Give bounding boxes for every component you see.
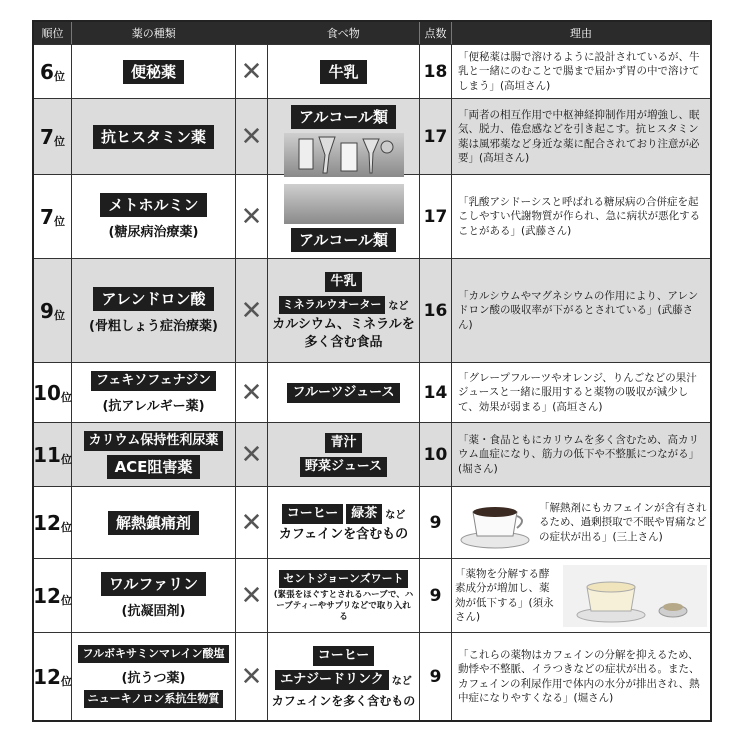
- food-description: カフェインを含むもの: [278, 526, 409, 542]
- drug-label: ACE阻害薬: [107, 455, 201, 479]
- rank-cell: 6 位: [34, 45, 72, 98]
- table-header: [34, 22, 710, 44]
- food-description: カルシウム、ミネラルを多く含む食品: [272, 316, 415, 350]
- rank-cell: 7 位: [34, 99, 72, 174]
- drug-label: メトホルミン: [100, 193, 206, 217]
- cross-icon: ✕: [240, 661, 263, 692]
- cross-icon: ✕: [240, 56, 263, 87]
- tea-cup-photo: [563, 565, 707, 627]
- cross-icon: ✕: [240, 201, 263, 232]
- drug-sublabel: (骨粗しょう症治療薬): [89, 319, 218, 334]
- header-reason: 理由: [570, 27, 592, 40]
- cross-icon: ✕: [240, 295, 263, 326]
- reason-cell: 「両者の相互作用で中枢神経抑制作用が増強し、眠気、脱力、倦怠感などを引き起こす。抗ヒスタミン薬は風邪薬など身近な薬に配合されており注意が必要」(高垣さん): [458, 108, 700, 164]
- food-label: セントジョーンズワート: [279, 570, 407, 588]
- rank-cell: 9 位: [34, 259, 72, 362]
- table-row: 12 位 解熱鎮痛剤 ✕ コーヒー 緑茶 など カフェインを含むもの 9 「解熱剤にもカフェインが含有されるため、過剰摂取で不眠や胃痛などの症状が出る」(三上さん): [34, 486, 710, 558]
- table-row: [34, 362, 710, 422]
- food-label: フルーツジュース: [287, 383, 399, 403]
- table-row: [34, 558, 710, 632]
- glasses-photo: [284, 133, 404, 177]
- glasses-photo: [284, 184, 404, 224]
- drug-sublabel: (抗うつ薬): [121, 671, 186, 686]
- cross-icon: ✕: [240, 377, 263, 408]
- cross-icon: ✕: [240, 439, 263, 470]
- reason-cell: 「カルシウムやマグネシウムの作用により、アレンドロン酸の吸収率が下がるとされている」(武藤さん): [458, 289, 699, 331]
- cross-icon: ✕: [240, 580, 263, 611]
- food-label: 緑茶: [346, 504, 382, 524]
- coffee-cup-photo: [455, 494, 535, 552]
- rank-cell: 11 位: [34, 423, 72, 486]
- food-label: 牛乳: [320, 60, 366, 84]
- food-label: 青汁: [325, 433, 361, 453]
- table-row: [34, 174, 710, 258]
- drug-label: ニューキノロン系抗生物質: [84, 690, 224, 708]
- drug-label: ワルファリン: [101, 572, 206, 596]
- food-label: 牛乳: [325, 272, 361, 292]
- drug-label: 抗ヒスタミン薬: [93, 125, 214, 149]
- food-label: 野菜ジュース: [300, 457, 387, 477]
- table-row: [34, 44, 710, 98]
- drug-label: フルボキサミンマレイン酸塩: [78, 645, 228, 663]
- points-cell: 9: [420, 559, 452, 632]
- points-cell: 17: [420, 99, 452, 174]
- drug-food-ranking-table: [32, 20, 712, 722]
- rank-cell: 12 位: [34, 633, 72, 720]
- points-cell: 18: [420, 45, 452, 98]
- points-cell: 9: [420, 487, 452, 558]
- food-label: コーヒー: [282, 504, 343, 524]
- reason-cell: 「便秘薬は腸で溶けるように設計されているが、牛乳と一緒にのむことで腸まで届かず胃の中で溶けてしまう」(高垣さん): [458, 50, 700, 92]
- drug-label: カリウム保持性利尿薬: [84, 431, 224, 451]
- reason-cell: 「薬物を分解する酵素成分が増加し、薬効が低下する」(須永さん): [452, 559, 710, 632]
- food-note: (緊張をほぐすとされるハーブで、ハーブティーやサプリなどで取り入れる: [273, 590, 414, 622]
- drug-sublabel: (糖尿病治療薬): [108, 225, 199, 240]
- points-cell: 14: [420, 363, 452, 422]
- header-rank: 順位: [34, 22, 72, 44]
- reason-cell: 「乳酸アシドーシスと呼ばれる糖尿病の合併症を起こしやすい代謝物質が作られ、急に病状が悪化することがある」(武藤さん): [458, 195, 701, 237]
- food-label: ミネラルウオーター: [279, 296, 386, 314]
- drug-label: 便秘薬: [123, 60, 184, 84]
- table-row: [34, 98, 710, 174]
- food-label: エナジードリンク: [275, 670, 388, 690]
- points-cell: 17: [420, 175, 452, 258]
- table-row: 9 位 アレンドロン酸 (骨粗しょう症治療薬) ✕ 牛乳 ミネラルウオーター など カルシウム、ミネラルを多く含む食品 16 「カルシウムやマグネシウムの作用により、アレンドロン酸の吸収率が下がるとされている」(武藤さん): [34, 258, 710, 362]
- points-cell: 10: [420, 423, 452, 486]
- food-label: アルコール類: [291, 228, 396, 252]
- food-description: カフェインを多く含むもの: [271, 693, 416, 708]
- reason-cell: 「グレープフルーツやオレンジ、りんごなどの果汁ジュースと一緒に服用すると薬物の吸収が減少して、効果が弱まる」(高垣さん): [458, 371, 697, 413]
- drug-label: アレンドロン酸: [93, 287, 213, 311]
- table-row: 12 位 フルボキサミンマレイン酸塩 (抗うつ薬) ニューキノロン系抗生物質 ✕ コーヒー エナジードリンク など カフェインを多く含むもの 9 「これらの薬物はカフェインの分解を抑えるため、動悸や不整脈、イラつきなどの症状が出る。また、カフェインの利尿作用で体内の水分が排出され、熱中症になりやすくなる」(堀さん): [34, 632, 710, 720]
- drug-label: フェキソフェナジン: [91, 371, 216, 391]
- header-points: 点数: [420, 22, 452, 44]
- cross-icon: ✕: [240, 507, 263, 538]
- reason-cell: 「薬・食品ともにカリウムを多く含むため、高カリウム血症になり、筋力の低下や不整脈につながる」(堀さん): [458, 433, 700, 475]
- rank-cell: 12 位: [34, 559, 72, 632]
- header-drug-type: 薬の種類 食べ物: [72, 22, 420, 44]
- food-label: コーヒー: [313, 646, 374, 666]
- table-row: [34, 422, 710, 486]
- drug-sublabel: (抗アレルギー薬): [102, 399, 205, 414]
- reason-cell: 「解熱剤にもカフェインが含有されるため、過剰摂取で不眠や胃痛などの症状が出る」(三上さん): [452, 487, 710, 558]
- points-cell: 9: [420, 633, 452, 720]
- drug-sublabel: (抗凝固剤): [121, 604, 186, 619]
- drug-label: 解熱鎮痛剤: [108, 511, 199, 535]
- rank-cell: 10 位: [34, 363, 72, 422]
- rank-cell: 7 位: [34, 175, 72, 258]
- cross-icon: ✕: [240, 121, 263, 152]
- food-label: アルコール類: [291, 105, 396, 129]
- reason-cell: 「これらの薬物はカフェインの分解を抑えるため、動悸や不整脈、イラつきなどの症状が出る。また、カフェインの利尿作用で体内の水分が排出され、熱中症になりやすくなる」(堀さん): [458, 648, 700, 704]
- points-cell: 16: [420, 259, 452, 362]
- rank-cell: 12 位: [34, 487, 72, 558]
